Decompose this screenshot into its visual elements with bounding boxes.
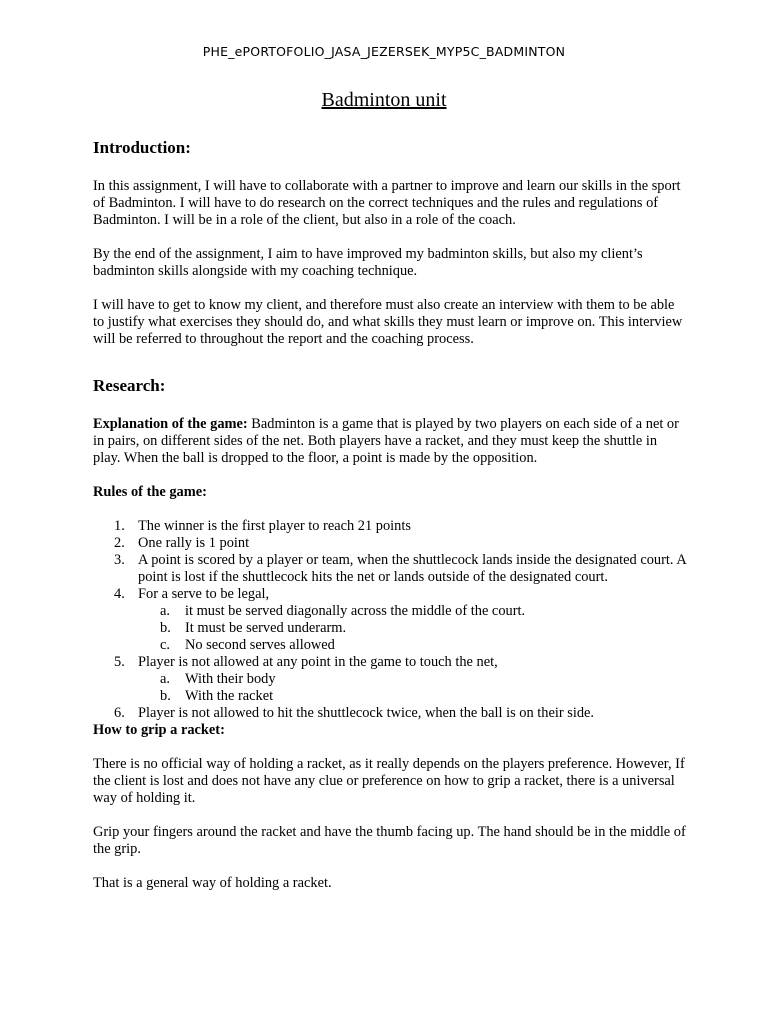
introduction-heading: Introduction: bbox=[93, 138, 191, 157]
rule-number: 2. bbox=[114, 535, 125, 551]
rules-heading: Rules of the game: bbox=[93, 484, 207, 500]
rules-list bbox=[93, 518, 688, 722]
rule-number: 1. bbox=[114, 518, 125, 534]
grip-heading: How to grip a racket: bbox=[93, 722, 225, 738]
sub-rule-letter: a. bbox=[160, 671, 170, 687]
grip-paragraph-3: That is a general way of holding a racket. bbox=[93, 875, 332, 891]
rule-text: A point is scored by a player or team, when the shuttlecock lands inside the designated court. A point is lost if the shuttlecock hits the net or lands outside of the designated court. bbox=[138, 552, 686, 585]
sub-rule-item bbox=[93, 620, 688, 637]
document-title: Badminton unit bbox=[321, 89, 447, 111]
sub-rule-item bbox=[93, 671, 688, 688]
sub-rule-letter: b. bbox=[160, 620, 171, 636]
rule-number: 6. bbox=[114, 705, 125, 721]
sub-rule-text: No second serves allowed bbox=[185, 637, 335, 653]
intro-paragraph-3: I will have to get to know my client, and therefore must also create an interview with them to be able to justify what exercises they should do, and what skills they must learn or improve on. This interview will be referred to throughout the report and the coaching process. bbox=[93, 297, 683, 347]
explanation-text: Badminton is a game that is played by two players on each side of a net or in pairs, on different sides of the net. Both players have a racket, and they must keep the shuttle in play. When the ball is dropped to the floor, a point is made by the opposition. bbox=[93, 416, 679, 466]
sub-rule-text: it must be served diagonally across the middle of the court. bbox=[185, 603, 526, 619]
rule-item bbox=[93, 705, 688, 722]
page-header: PHE_ePORTOFOLIO_JASA_JEZERSEK_MYP5C_BADMINTON bbox=[202, 44, 566, 59]
rule-item bbox=[93, 518, 688, 535]
sub-rule-text: With their body bbox=[185, 671, 276, 687]
rule-item bbox=[93, 535, 688, 552]
rule-item bbox=[93, 586, 688, 654]
intro-paragraph-2: By the end of the assignment, I aim to have improved my badminton skills, but also my client’s badminton skills alongside with my coaching technique. bbox=[93, 246, 643, 279]
rule-text: Player is not allowed at any point in the game to touch the net, bbox=[138, 654, 498, 670]
rule-item bbox=[93, 552, 688, 586]
sub-rule-letter: a. bbox=[160, 603, 170, 619]
rule-number: 5. bbox=[114, 654, 125, 670]
document-body bbox=[93, 138, 688, 892]
explanation-label: Explanation of the game: bbox=[93, 416, 248, 432]
rule-text: One rally is 1 point bbox=[138, 535, 250, 551]
sub-rule-letter: c. bbox=[160, 637, 170, 653]
sub-rule-item bbox=[93, 637, 688, 654]
sub-rules-list bbox=[138, 671, 688, 705]
sub-rule-text: It must be served underarm. bbox=[185, 620, 347, 636]
grip-paragraph-2: Grip your fingers around the racket and have the thumb facing up. The hand should be in the middle of the grip. bbox=[93, 824, 686, 857]
rule-number: 3. bbox=[114, 552, 125, 568]
rule-item bbox=[93, 654, 688, 705]
rule-text: Player is not allowed to hit the shuttlecock twice, when the ball is on their side. bbox=[138, 705, 595, 721]
rule-text: For a serve to be legal, bbox=[138, 586, 270, 602]
sub-rules-list bbox=[138, 603, 688, 654]
explanation-paragraph bbox=[93, 416, 688, 467]
sub-rule-letter: b. bbox=[160, 688, 171, 704]
intro-paragraph-1: In this assignment, I will have to collaborate with a partner to improve and learn our skills in the sport of Badminton. I will have to do research on the correct techniques and the rules and regulations of Badminton. I will be in a role of the client, but also in a role of the coach. bbox=[93, 178, 681, 228]
sub-rule-item bbox=[93, 603, 688, 620]
research-heading: Research: bbox=[93, 376, 166, 395]
rule-text: The winner is the first player to reach 21 points bbox=[138, 518, 411, 534]
grip-paragraph-1: There is no official way of holding a racket, as it really depends on the players preference. However, If the client is lost and does not have any clue or preference on how to grip a racket, there is a universal way of holding it. bbox=[93, 756, 685, 806]
rule-number: 4. bbox=[114, 586, 125, 602]
sub-rule-text: With the racket bbox=[185, 688, 274, 704]
sub-rule-item bbox=[93, 688, 688, 705]
